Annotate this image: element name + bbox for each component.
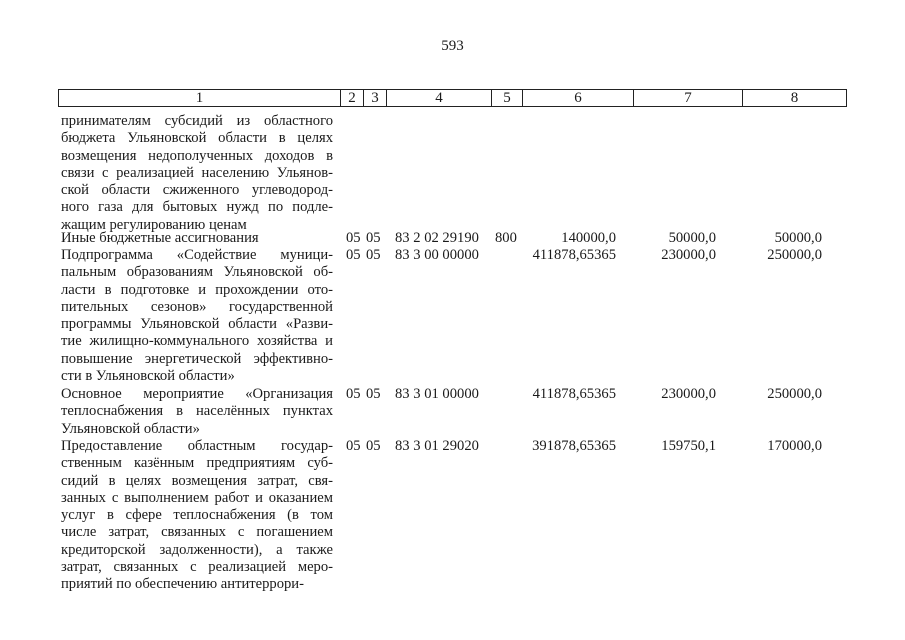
cell-col-3: 05 bbox=[366, 247, 381, 263]
row-description bbox=[61, 230, 333, 247]
description-line: кредиторской задолженности), а также bbox=[61, 541, 333, 558]
description-line: программы Ульяновской области «Разви- bbox=[61, 316, 333, 333]
cell-col-4: 83 3 01 00000 bbox=[395, 386, 479, 402]
description-line: связи с реализацией населению Ульянов- bbox=[61, 164, 333, 181]
column-header-4: 4 bbox=[387, 90, 492, 107]
row-description bbox=[61, 438, 333, 594]
cell-col-7: 230000,0 bbox=[661, 247, 716, 263]
description-line: Основное мероприятие «Организация bbox=[61, 386, 333, 402]
column-header-1: 1 bbox=[59, 90, 341, 107]
column-header-row bbox=[58, 89, 847, 107]
cell-col-5: 800 bbox=[495, 230, 517, 246]
description-line: бюджета Ульяновской области в целях bbox=[61, 130, 333, 147]
cell-col-4: 83 2 02 29190 bbox=[395, 230, 479, 246]
cell-col-4: 83 3 01 29020 bbox=[395, 438, 479, 454]
description-line: сидий в целях возмещения затрат, свя- bbox=[61, 472, 333, 489]
description-line: приятий по обеспечению антитеррори- bbox=[61, 576, 304, 593]
description-line: пальным образованиям Ульяновской об- bbox=[61, 264, 333, 281]
cell-col-8: 170000,0 bbox=[767, 438, 822, 454]
description-line: ственным казённым предприятиям суб- bbox=[61, 455, 333, 472]
cell-col-4: 83 3 00 00000 bbox=[395, 247, 479, 263]
cell-col-3: 05 bbox=[366, 386, 381, 402]
description-line: жащим регулированию ценам bbox=[61, 216, 247, 233]
row-description bbox=[61, 247, 333, 385]
description-line: ласти в подготовке и прохождении ото- bbox=[61, 281, 333, 298]
cell-col-7: 50000,0 bbox=[668, 230, 716, 246]
column-header-8: 8 bbox=[743, 90, 847, 107]
column-header-2: 2 bbox=[341, 90, 364, 107]
description-line: теплоснабжения в населённых пунктах bbox=[61, 403, 333, 420]
description-line: тие жилищно-коммунального хозяйства и bbox=[61, 333, 333, 350]
description-line: услуг в сфере теплоснабжения (в том bbox=[61, 507, 333, 524]
cell-col-3: 05 bbox=[366, 438, 381, 454]
description-line: Подпрограмма «Содействие муници- bbox=[61, 247, 333, 263]
description-line: возмещения недополученных доходов в bbox=[61, 147, 333, 164]
cell-col-2: 05 bbox=[346, 247, 361, 263]
cell-col-6: 411878,65365 bbox=[532, 386, 616, 402]
description-line: сти в Ульяновской области» bbox=[61, 368, 235, 385]
cell-col-6: 411878,65365 bbox=[532, 247, 616, 263]
cell-col-7: 230000,0 bbox=[661, 386, 716, 402]
description-line: затрат, связанных с реализацией меро- bbox=[61, 559, 333, 576]
column-header-6: 6 bbox=[523, 90, 634, 107]
column-header-3: 3 bbox=[364, 90, 387, 107]
description-line: повышение энергетической эффективно- bbox=[61, 350, 333, 367]
cell-col-2: 05 bbox=[346, 230, 361, 246]
description-line: ного газа для бытовых нужд по подле- bbox=[61, 199, 333, 216]
page-number: 593 bbox=[441, 38, 464, 54]
description-line: Иные бюджетные ассигнования bbox=[61, 230, 259, 246]
description-line: Предоставление областным государ- bbox=[61, 438, 333, 454]
description-line: Ульяновской области» bbox=[61, 420, 200, 437]
cell-col-8: 250000,0 bbox=[767, 386, 822, 402]
description-line: числе затрат, связанных с погашением bbox=[61, 524, 333, 541]
cell-col-7: 159750,1 bbox=[661, 438, 716, 454]
description-line: принимателям субсидий из областного bbox=[61, 113, 333, 129]
row-description bbox=[61, 386, 333, 438]
column-header-7: 7 bbox=[634, 90, 743, 107]
row-description bbox=[61, 113, 333, 234]
cell-col-2: 05 bbox=[346, 438, 361, 454]
cell-col-6: 391878,65365 bbox=[532, 438, 616, 454]
description-line: занных с выполнением работ и оказанием bbox=[61, 489, 333, 506]
cell-col-2: 05 bbox=[346, 386, 361, 402]
cell-col-8: 50000,0 bbox=[774, 230, 822, 246]
cell-col-6: 140000,0 bbox=[561, 230, 616, 246]
description-line: ской области сжиженного углеводород- bbox=[61, 182, 333, 199]
column-header-5: 5 bbox=[492, 90, 523, 107]
description-line: пительных сезонов» государственной bbox=[61, 298, 333, 315]
cell-col-3: 05 bbox=[366, 230, 381, 246]
cell-col-8: 250000,0 bbox=[767, 247, 822, 263]
